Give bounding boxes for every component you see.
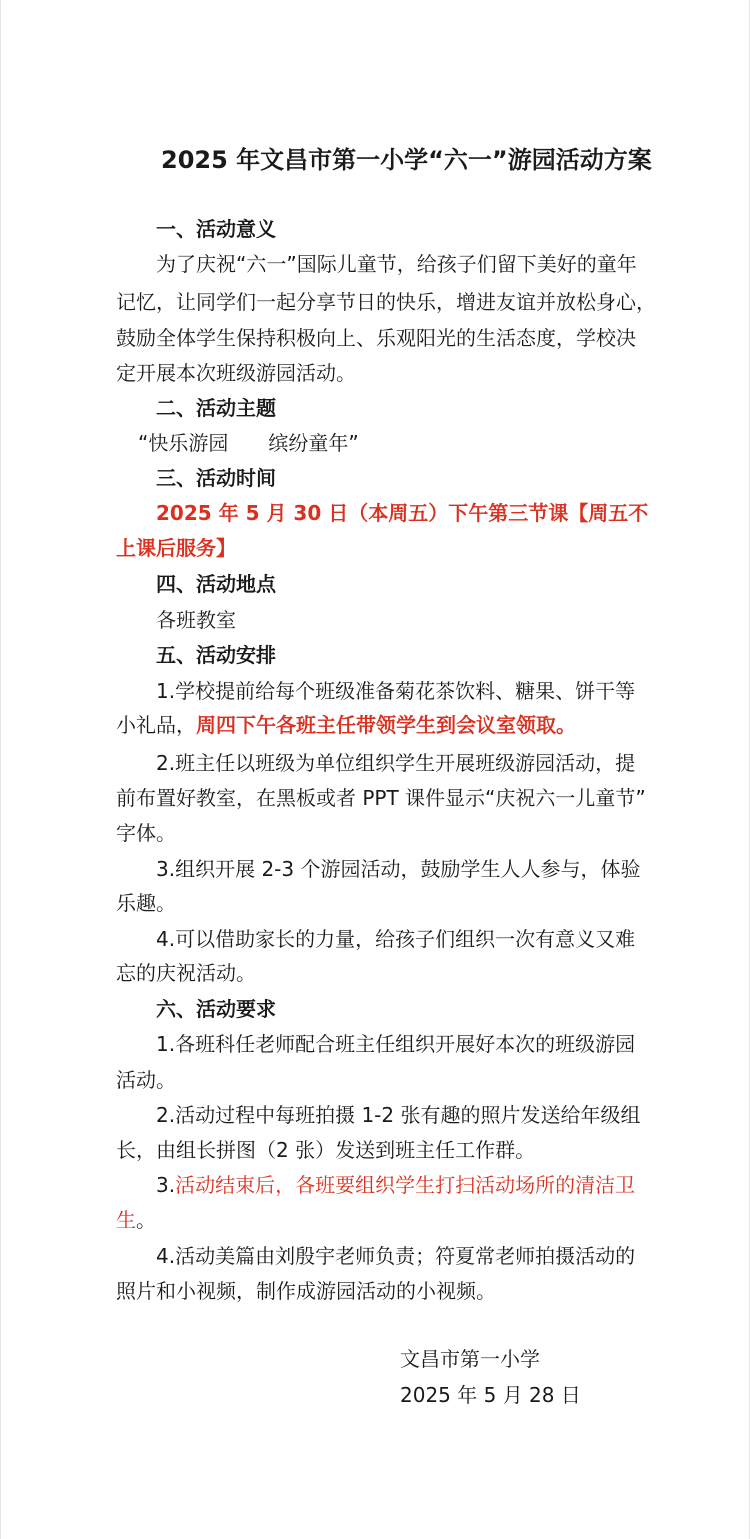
section-3-heading: 三、活动时间	[156, 466, 276, 490]
section-6-item-3-line-1	[156, 1170, 635, 1200]
section-5-item-1-red: 周四下午各班主任带领学生到会议室领取。	[196, 713, 576, 737]
section-6-item-3-line-2	[116, 1205, 156, 1235]
section-6-item-2-line-2: 长，由组长拼图（2 张）发送到班主任工作群。	[116, 1138, 536, 1162]
section-6-item-1-line-2: 活动。	[116, 1068, 176, 1092]
section-5-heading: 五、活动安排	[156, 643, 276, 667]
section-6-item-4-line-1: 4.活动美篇由刘殷宇老师负责；符夏常老师拍摄活动的	[156, 1244, 636, 1268]
section-5-item-3-line-2: 乐趣。	[116, 891, 176, 915]
section-1-line-2: 记忆，让同学们一起分享节日的快乐，增进友谊并放松身心，	[116, 290, 656, 314]
section-5-item-4-line-1: 4.可以借助家长的力量，给孩子们组织一次有意义又难	[156, 927, 636, 951]
section-6-item-3-suffix: 。	[136, 1208, 156, 1232]
section-6-item-1-line-1: 1.各班科任老师配合班主任组织开展好本次的班级游园	[156, 1032, 636, 1056]
section-6-item-2-line-1: 2.活动过程中每班拍摄 1-2 张有趣的照片发送给年级组	[156, 1103, 641, 1127]
section-2-theme: “快乐游园 缤纷童年”	[138, 431, 359, 455]
section-5-item-1-line-2	[116, 710, 576, 740]
document-title: 2025 年文昌市第一小学“六一”游园活动方案	[161, 146, 652, 174]
section-5-item-3-line-1: 3.组织开展 2-3 个游园活动，鼓励学生人人参与，体验	[156, 857, 641, 881]
section-6-heading: 六、活动要求	[156, 997, 276, 1021]
signature-org: 文昌市第一小学	[400, 1347, 540, 1371]
section-5-item-1-plain: 小礼品，	[116, 713, 196, 737]
section-1-line-3: 鼓励全体学生保持积极向上、乐观阳光的生活态度，学校决	[116, 326, 636, 350]
section-5-item-4-line-2: 忘的庆祝活动。	[116, 961, 256, 985]
section-3-time-line-1: 2025 年 5 月 30 日（本周五）下午第三节课【周五不	[156, 501, 649, 525]
section-2-heading: 二、活动主题	[156, 396, 276, 420]
section-3-time-line-2: 上课后服务】	[116, 536, 236, 560]
section-5-item-2-line-3: 字体。	[116, 821, 176, 845]
section-4-place: 各班教室	[156, 608, 236, 632]
section-5-item-2-line-2: 前布置好教室，在黑板或者 PPT 课件显示“庆祝六一儿童节”	[116, 786, 646, 810]
section-1-line-1: 为了庆祝“六一”国际儿童节，给孩子们留下美好的童年	[156, 252, 637, 276]
section-6-item-3-prefix: 3.	[156, 1173, 176, 1197]
section-1-heading: 一、活动意义	[156, 217, 276, 241]
section-6-item-4-line-2: 照片和小视频，制作成游园活动的小视频。	[116, 1279, 496, 1303]
section-5-item-2-line-1: 2.班主任以班级为单位组织学生开展班级游园活动，提	[156, 751, 636, 775]
section-6-item-3-red-1: 活动结束后，各班要组织学生打扫活动场所的清洁卫	[175, 1173, 636, 1197]
section-5-item-1-line-1: 1.学校提前给每个班级准备菊花茶饮料、糖果、饼干等	[156, 679, 636, 703]
section-1-line-4: 定开展本次班级游园活动。	[116, 361, 356, 385]
signature-date: 2025 年 5 月 28 日	[400, 1383, 581, 1407]
section-4-heading: 四、活动地点	[156, 572, 276, 596]
section-6-item-3-red-2: 生	[116, 1208, 136, 1232]
